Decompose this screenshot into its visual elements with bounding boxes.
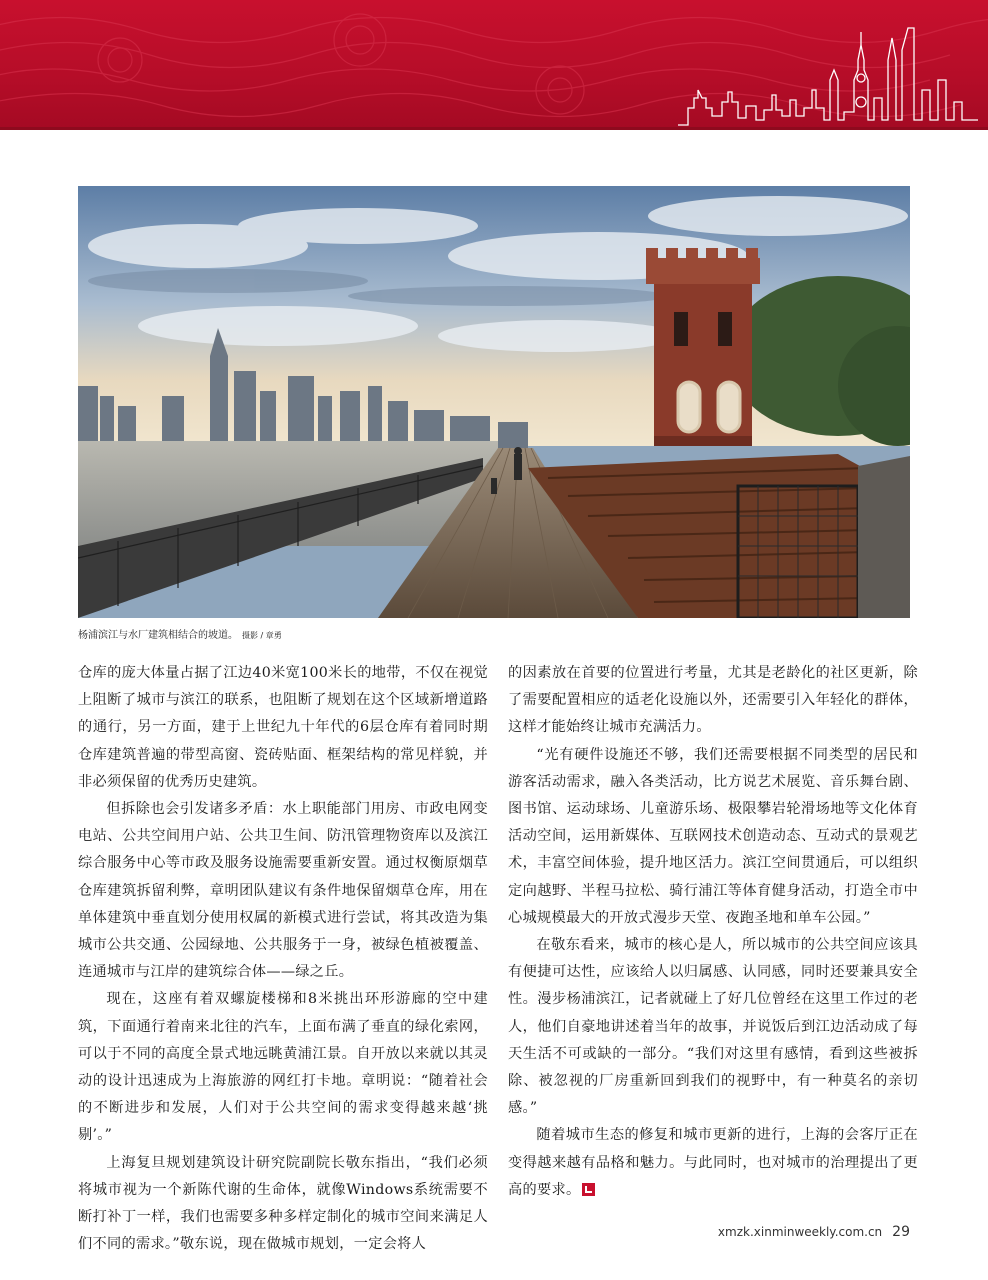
paragraph-final xyxy=(508,1122,918,1204)
paragraph: 仓库的庞大体量占据了江边40米宽100米长的地带，不仅在视觉上阻断了城市与滨江的联系，也阻断了规划在这个区域新增道路的通行，另一方面，建于上世纪九十年代的6层仓库有着同时期仓库建筑普遍的带型高窗、瓷砖贴面、框架结构的常见样貌，并非必须保留的优秀历史建筑。 xyxy=(78,665,488,790)
article-end-mark-icon xyxy=(582,1183,595,1196)
footer-url: xmzk.xinminweekly.com.cn xyxy=(717,1225,883,1239)
paragraph: 现在，这座有着双螺旋楼梯和8米挑出环形游廊的空中建筑，下面通行着南来北往的汽车，上面布满了垂直的绿化索网，可以于不同的高度全景式地远眺黄浦江景。自开放以来就以其灵动的设计迅速成为上海旅游的网红打卡地。章明说：“随着社会的不断进步和发展，人们对于公共空间的需求变得越来越‘挑剔’。” xyxy=(78,991,488,1144)
paragraph: 在敬东看来，城市的核心是人，所以城市的公共空间应该具有便捷可达性，应该给人以归属感、认同感，同时还要兼具安全性。漫步杨浦滨江，记者就碰上了好几位曾经在这里工作过的老人，他们自豪地讲述着当年的故事，并说饭后到江边活动成了每天生活不可或缺的一部分。“我们对这里有感情，看到这些被拆除、被忽视的厂房重新回到我们的视野中，有一种莫名的亲切感。” xyxy=(508,937,918,1117)
photo-caption xyxy=(78,626,910,642)
photo-illustration xyxy=(78,186,910,618)
caption-text: 杨浦滨江与水厂建筑相结合的坡道。 xyxy=(78,630,238,641)
riverside-photo xyxy=(78,186,910,618)
skyline-outline-icon xyxy=(678,20,978,128)
paragraph: 上海复旦规划建筑设计研究院副院长敬东指出，“我们必须将城市视为一个新陈代谢的生命体，就像Windows系统需要不断打补丁一样，我们也需要多种多样定制化的城市空间来满足人们不同的需求。”敬东说，现在做城市规划，一定会将人 xyxy=(78,1154,488,1253)
page-number: 29 xyxy=(892,1224,910,1240)
photo-credit: 摄影 / 章勇 xyxy=(242,631,282,640)
page-footer xyxy=(718,1224,910,1242)
article-column-right xyxy=(508,660,918,1204)
paragraph: “光有硬件设施还不够，我们还需要根据不同类型的居民和游客活动需求，融入各类活动，比方说艺术展览、音乐舞台剧、图书馆、运动球场、儿童游乐场、极限攀岩轮滑场地等文化体育活动空间，运用新媒体、互联网技术创造动态、互动式的景观艺术，丰富空间体验，提升地区活力。滨江空间贯通后，可以组织定向越野、半程马拉松、骑行浦江等体育健身活动，打造全市中心城规模最大的开放式漫步天堂、夜跑圣地和单车公园。” xyxy=(508,746,918,926)
paragraph: 的因素放在首要的位置进行考量，尤其是老龄化的社区更新，除了需要配置相应的适老化设施以外，还需要引入年轻化的群体，这样才能始终让城市充满活力。 xyxy=(508,665,918,736)
header-banner xyxy=(0,0,988,130)
paragraph: 但拆除也会引发诸多矛盾：水上职能部门用房、市政电网变电站、公共空间用户站、公共卫生间、防汛管理物资库以及滨江综合服务中心等市政及服务设施需要重新安置。通过权衡原烟草仓库建筑拆留利弊，章明团队建议有条件地保留烟草仓库，用在单体建筑中垂直划分使用权属的新模式进行尝试，将其改造为集城市公共交通、公园绿地、公共服务于一身，被绿色植被覆盖、连通城市与江岸的建筑综合体——绿之丘。 xyxy=(78,801,488,981)
article-column-left xyxy=(78,660,488,1258)
paragraph-final-text: 随着城市生态的修复和城市更新的进行，上海的会客厅正在变得越来越有品格和魅力。与此同时，也对城市的治理提出了更高的要求。 xyxy=(508,1127,918,1198)
